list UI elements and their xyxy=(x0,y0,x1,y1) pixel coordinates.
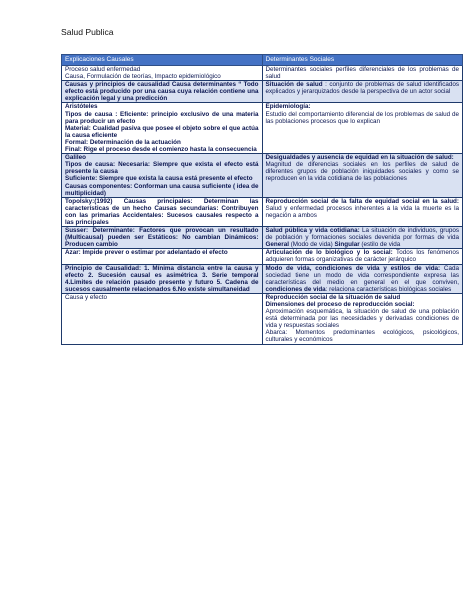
bold-text-segment: Singular xyxy=(334,241,360,249)
table-row xyxy=(62,103,463,154)
bold-text-segment: Dimensiones del proceso de reproducción social: xyxy=(265,301,415,308)
bold-text-segment: Principio de Causalidad: 1. Mínima distancia entre la causa y efecto 2. Sucesión causal es asimétrica 3. Serie temporal 4.Limites de relación pasado presente y futuro 5. Cadena de sucesos causalmente relacionados 6.No existe simultaneidad xyxy=(65,264,259,293)
cell-determinante xyxy=(262,103,463,154)
bold-text-segment: Azar: Impide prever o estimar por adelantado el efecto xyxy=(65,249,228,257)
cell-explicacion xyxy=(62,293,263,344)
table-row xyxy=(62,66,463,81)
bold-text-segment: Modo de vida, condiciones de vida y estilos de vida: xyxy=(265,264,441,272)
bold-text-segment: Tipos de causa: Necesaria: Siempre que exista el efecto está presente la causa xyxy=(65,161,259,176)
bold-text-segment: Susser: Determinante: Factores que provocan un resultado (Multicausal) pueden ser Estáticos: No cambian Dinámicos: Producen cambio xyxy=(65,227,259,249)
text-segment: (Modo de vida) xyxy=(288,241,335,249)
bold-text-segment: condiciones de vida xyxy=(265,285,326,293)
text-segment: Determinantes sociales perfiles diferenciales de los problemas de salud xyxy=(265,66,459,81)
cell-explicacion xyxy=(62,197,263,226)
text-segment: La situación de individuos, grupos de población y formaciones sociales devenida por formas de vida xyxy=(265,227,459,242)
bold-text-segment: Causas y principios de causalidad Causa determinantes “ Todo efecto está producido por una causa cuya relación contiene una explicación legal y una predicción xyxy=(65,81,259,103)
table-header-row xyxy=(62,55,463,66)
text-segment: Causa y efecto xyxy=(65,293,108,301)
document-title: Salud Publica xyxy=(61,27,114,37)
cell-explicacion xyxy=(62,249,263,264)
cell-explicacion xyxy=(62,103,263,154)
table-body xyxy=(62,66,463,345)
bold-text-segment: General xyxy=(265,241,289,249)
bold-text-segment: Material: Cualidad pasiva que posee el objeto sobre el que actúa la causa eficiente xyxy=(65,124,259,139)
bold-text-segment: Formal: Determinación de la actuación xyxy=(65,138,181,146)
bold-text-segment: Articulación de lo biológico y lo social: xyxy=(265,249,393,257)
cell-determinante xyxy=(262,81,463,103)
table-row xyxy=(62,81,463,103)
text-segment: Magnitud de diferencias sociales en los perfiles de salud de diferentes grupos de población iniquidades sociales y como se reproducen en la vida cotidiana de las poblaciones xyxy=(265,161,459,183)
bold-text-segment: Aristóteles xyxy=(65,103,98,111)
table-row xyxy=(62,154,463,198)
cell-explicacion xyxy=(62,81,263,103)
text-segment: Aproximación esquemática, la situación de salud de una población está determinada por las necesidades y derivadas condiciones de vida y respuestas sociales xyxy=(265,308,459,330)
text-segment: : relaciona características biológicas sociales xyxy=(325,285,452,293)
bold-text-segment: Reproducción social de la situación de salud xyxy=(265,293,401,301)
cell-explicacion xyxy=(62,154,263,198)
bold-text-segment: Suficiente: Siempre que exista la causa está presente el efecto xyxy=(65,175,253,183)
text-segment: Abarca: Momentos predominantes ecológicos, psicológicos, culturales y económicos xyxy=(265,329,459,344)
bold-text-segment: Tipos de causa : Eficiente: principio exclusivo de una materia para producir un efecto xyxy=(65,110,259,125)
text-segment: Todos los fenómenos adquieren formas organizativas de carácter jerárquico xyxy=(265,249,459,264)
bold-text-segment: Causas componentes: Conforman una causa suficiente ( idea de multiplicidad) xyxy=(65,182,259,197)
cell-explicacion xyxy=(62,66,263,81)
cell-determinante xyxy=(262,227,463,249)
text-segment: Proceso salud enfermedad xyxy=(65,66,141,73)
cell-determinante xyxy=(262,293,463,344)
table-row xyxy=(62,264,463,293)
text-segment: : conjunto de problemas de salud identificados explicados y jerarquizados desde la perspectiva de un actor social xyxy=(265,81,459,96)
bold-text-segment: Salud pública y vida cotidiana: xyxy=(265,227,360,235)
cell-determinante xyxy=(262,264,463,293)
bold-text-segment: Galileo xyxy=(65,154,86,162)
bold-text-segment: Desigualdades y ausencia de equidad en la situación de salud: xyxy=(265,154,454,162)
cell-determinante xyxy=(262,154,463,198)
header-determinantes-sociales: Determinantes Sociales xyxy=(262,55,463,66)
table-row xyxy=(62,227,463,249)
comparison-table xyxy=(61,54,463,345)
text-segment: Salud y enfermedad procesos inherentes a la vida la muerte es la negación a ambos xyxy=(265,204,459,219)
header-explicaciones-causales: Explicaciones Causales xyxy=(62,55,263,66)
bold-text-segment: Final: Rige el proceso desde el comienzo hasta la consecuencia xyxy=(65,146,257,154)
cell-determinante xyxy=(262,197,463,226)
cell-determinante xyxy=(262,249,463,264)
bold-text-segment: Reproducción social de la falta de equidad social en la salud: xyxy=(265,197,459,205)
bold-text-segment: Topolsky:(1992) Causas principales: Determinan las características de un hecho Causas secundarias: Contribuyen con las primarias Accidentales: Sucesos causales respecto a las principales xyxy=(65,197,259,226)
text-segment: (estilo de vida xyxy=(359,241,401,249)
cell-explicacion xyxy=(62,264,263,293)
bold-text-segment: Situación de salud xyxy=(265,81,323,89)
cell-explicacion xyxy=(62,227,263,249)
cell-determinante xyxy=(262,66,463,81)
table-row xyxy=(62,197,463,226)
text-segment: Causa, Formulación de teorías, Impacto epidemiológico xyxy=(65,73,221,81)
text-segment: Cada sociedad tiene un modo de vida correspondiente expresa las características del medio en general en el que conviven, xyxy=(265,264,459,286)
bold-text-segment: Epidemiología: xyxy=(265,103,311,111)
text-segment: Estudio del comportamiento diferencial de los problemas de salud de las poblaciones procesos que lo explican xyxy=(265,110,459,125)
table-row xyxy=(62,249,463,264)
table-row xyxy=(62,293,463,344)
